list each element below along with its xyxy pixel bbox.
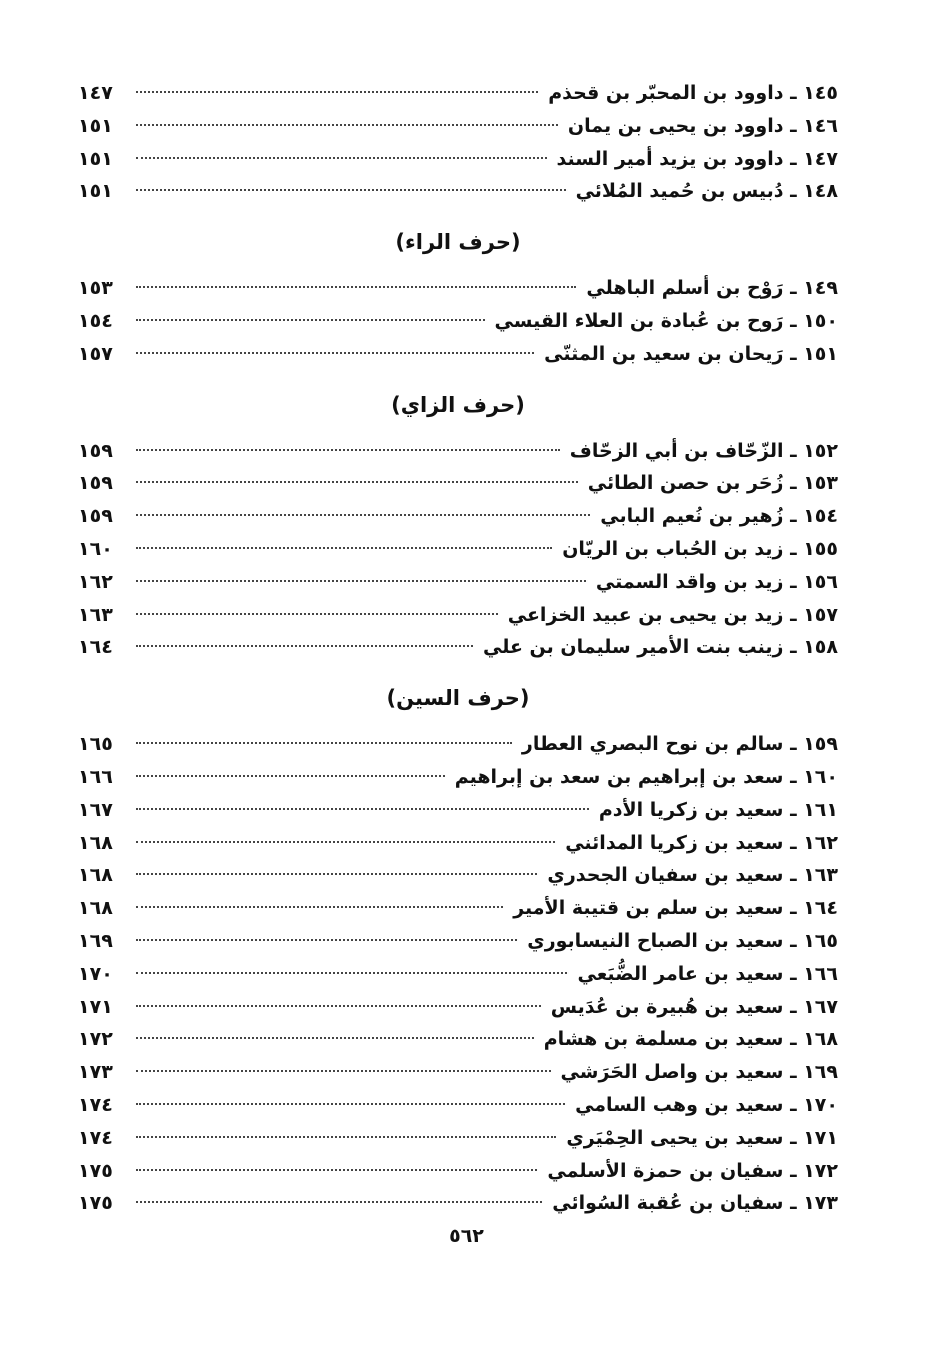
dot-leader [136,319,485,321]
entry-page-number: ١٥٩ [78,439,113,462]
section-heading: (حرف السين) [386,686,530,711]
toc-entry [78,472,838,505]
toc-entry [78,1127,838,1160]
section-heading: (حرف الزاي) [391,392,525,417]
entry-title: ١٥٠ ـ رَوح بن عُبادة بن العلاء القيسي [494,309,838,332]
entry-title: ١٦٤ ـ سعيد بن سلم بن قتيبة الأمير [513,897,838,920]
entry-title: ١٥٦ ـ زيد بن واقد السمتي [595,570,838,593]
toc-entry [78,766,838,799]
dot-leader [136,157,547,159]
dot-leader [136,1103,565,1105]
entry-page-number: ١٧٠ [78,962,113,985]
section-heading: (حرف الراء) [395,230,521,255]
dot-leader [136,580,586,582]
entry-page-number: ١٦٨ [78,864,113,887]
entry-page-number: ١٦٥ [78,733,113,756]
entry-title: ١٤٩ ـ رَوْح بن أسلم الباهلي [586,277,838,300]
entry-title: ١٤٥ ـ داوود بن المحبّر بن قحذم [548,82,838,104]
entry-title: ١٥١ ـ رَيحان بن سعيد بن المثنّى [544,342,838,365]
entry-page-number: ١٥٤ [78,309,113,332]
entry-page-number: ١٥١ [78,147,113,170]
toc-entry [78,343,838,376]
dot-leader [136,613,498,615]
toc-entry [78,1061,838,1094]
entry-page-number: ١٥١ [78,180,113,203]
entry-page-number: ١٦٩ [78,929,113,952]
entry-page-number: ١٧٢ [78,1028,113,1051]
entry-title: ١٥٥ ـ زيد بن الحُباب بن الريّان [562,537,838,560]
entry-title: ١٥٨ ـ زينب بنت الأمير سليمان بن علي [482,636,838,659]
toc-entry [78,733,838,766]
toc-entry [78,310,838,343]
dot-leader [136,939,517,941]
entry-page-number: ١٧٣ [78,1061,113,1084]
dot-leader [136,352,534,354]
toc-entry [78,1192,838,1225]
entry-title: ١٧٠ ـ سعيد بن وهب السامي [575,1093,838,1116]
dot-leader [136,189,566,191]
dot-leader [136,645,473,647]
dot-leader [136,906,503,908]
toc-entry [78,180,838,213]
entry-title: ١٤٦ ـ داوود بن يحيى بن يمان [567,114,838,137]
entry-title: ١٦٩ ـ سعيد بن واصل الحَرَشي [560,1061,838,1084]
entry-title: ١٦٣ ـ سعيد بن سفيان الجحدري [547,864,838,887]
toc-entry [78,799,838,832]
entry-title: ١٦٦ ـ سعيد بن عامر الضُّبَعي [577,962,838,985]
dot-leader [136,481,578,483]
dot-leader [136,1005,541,1007]
dot-leader [136,841,555,843]
entry-page-number: ١٦٨ [78,897,113,920]
entry-title: ١٧٢ ـ سفيان بن حمزة الأسلمي [547,1159,838,1182]
dot-leader [136,873,537,875]
entry-page-number: ١٦٢ [78,570,113,593]
toc-page [78,82,838,1225]
entry-title: ١٦٥ ـ سعيد بن الصباح النيسابوري [527,929,838,952]
toc-entry [78,1094,838,1127]
toc-entry [78,636,838,669]
page-number: ٥٦٢ [449,1225,484,1247]
entry-title: ١٥٢ ـ الزّحّاف بن أبي الزحّاف [569,439,838,462]
entry-title: ١٦٧ ـ سعيد بن هُبيرة بن عُدَيس [550,995,838,1018]
dot-leader [136,1070,551,1072]
toc-entry [78,571,838,604]
entry-title: ١٥٣ ـ زُحَر بن حصن الطائي [587,472,838,495]
dot-leader [136,972,567,974]
dot-leader [136,286,576,288]
dot-leader [136,91,538,93]
toc-entry [78,864,838,897]
entry-page-number: ١٥٩ [78,472,113,495]
toc-entry [78,82,838,115]
entry-page-number: ١٦٠ [78,537,113,560]
toc-entry [78,996,838,1029]
dot-leader [136,742,512,744]
dot-leader [136,124,558,126]
toc-entry [78,505,838,538]
dot-leader [136,514,590,516]
entry-page-number: ١٧٤ [78,1093,113,1116]
entry-title: ١٥٧ ـ زيد بن يحيى بن عبيد الخزاعي [507,603,838,626]
entry-page-number: ١٥١ [78,114,113,137]
entry-page-number: ١٥٩ [78,505,113,528]
dot-leader [136,449,560,451]
toc-entry [78,963,838,996]
toc-entry [78,832,838,865]
entry-page-number: ١٦٨ [78,831,113,854]
entry-page-number: ١٦٧ [78,798,113,821]
dot-leader [136,775,445,777]
toc-entry [78,538,838,571]
entry-title: ١٧٣ ـ سفيان بن عُقبة السُوائي [552,1192,838,1215]
entry-page-number: ١٧٥ [78,1192,113,1215]
dot-leader [136,1169,537,1171]
entry-title: ١٥٩ ـ سالم بن نوح البصري العطار [521,733,838,756]
entry-title: ١٦٨ ـ سعيد بن مسلمة بن هشام [543,1028,838,1051]
dot-leader [136,1037,534,1039]
toc-entry [78,1028,838,1061]
entry-page-number: ١٦٤ [78,636,113,659]
entry-page-number: ١٥٧ [78,342,113,365]
entry-title: ١٧١ ـ سعيد بن يحيى الحِمْيَري [566,1126,838,1149]
entry-title: ١٤٧ ـ داوود بن يزيد أمير السند [556,147,838,170]
toc-entry [78,277,838,310]
toc-entry [78,604,838,637]
entry-page-number: ١٦٦ [78,765,113,788]
entry-page-number: ١٧٤ [78,1126,113,1149]
entry-title: ١٦٢ ـ سعيد بن زكريا المدائني [565,831,838,854]
toc-entry [78,115,838,148]
entry-page-number: ١٤٧ [78,82,113,104]
toc-entry [78,930,838,963]
entry-page-number: ١٦٣ [78,603,113,626]
dot-leader [136,1201,542,1203]
dot-leader [136,808,589,810]
entry-title: ١٦١ ـ سعيد بن زكريا الأدم [598,798,838,821]
entry-page-number: ١٥٣ [78,277,113,300]
toc-entry [78,1160,838,1193]
entry-title: ١٤٨ ـ دُبيس بن حُميد المُلائي [575,180,838,203]
toc-entry [78,148,838,181]
entry-page-number: ١٧٥ [78,1159,113,1182]
dot-leader [136,1136,556,1138]
toc-entry [78,897,838,930]
toc-entry [78,440,838,473]
entry-page-number: ١٧١ [78,995,113,1018]
entry-title: ١٥٤ ـ زُهير بن نُعيم البابي [600,505,838,528]
dot-leader [136,547,552,549]
entry-title: ١٦٠ ـ سعد بن إبراهيم بن سعد بن إبراهيم [454,765,838,788]
